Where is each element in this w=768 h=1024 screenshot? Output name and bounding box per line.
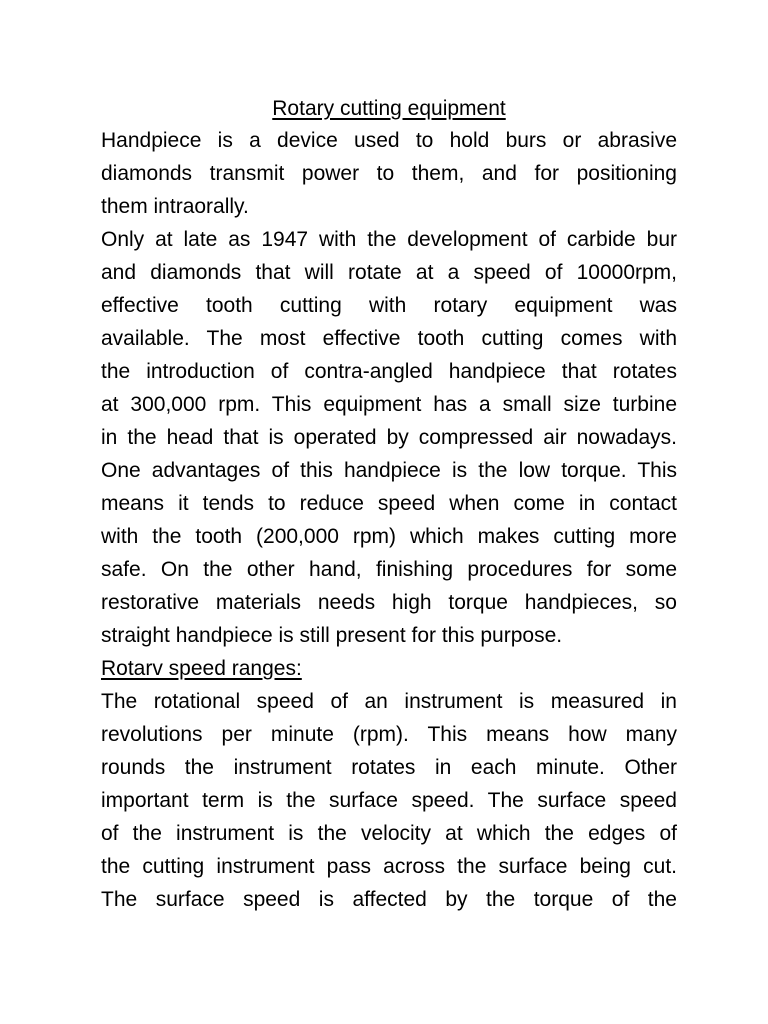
- text-line: revolutions per minute (rpm). This means how many: [101, 723, 677, 746]
- text-line: Handpiece is a device used to hold burs or abrasive: [101, 129, 677, 152]
- text-line: restorative materials needs high torque handpieces, so: [101, 591, 677, 614]
- text-line: The rotational speed of an instrument is measured in: [101, 690, 677, 713]
- text-line: The surface speed is affected by the torque of the: [101, 888, 677, 911]
- text-line: important term is the surface speed. The surface speed: [101, 789, 677, 812]
- text-line: the introduction of contra-angled handpiece that rotates: [101, 360, 677, 383]
- text-line: the cutting instrument pass across the surface being cut.: [101, 855, 677, 878]
- text-line: with the tooth (200,000 rpm) which makes cutting more: [101, 525, 677, 548]
- text-line: Only at late as 1947 with the development of carbide bur: [101, 228, 677, 251]
- document-body: [101, 94, 677, 916]
- document-title: [101, 94, 677, 124]
- paragraph-handpiece-definition: [101, 124, 677, 223]
- title-text: Rotary cutting equipment: [272, 97, 506, 120]
- text-line: means it tends to reduce speed when come in contact: [101, 492, 677, 515]
- section-heading-text: Rotarv speed ranges:: [101, 657, 302, 680]
- text-line: safe. On the other hand, finishing procedures for some: [101, 558, 677, 581]
- text-line: them intraorally.: [101, 195, 249, 218]
- text-line: effective tooth cutting with rotary equipment was: [101, 294, 677, 317]
- text-line: One advantages of this handpiece is the low torque. This: [101, 459, 677, 482]
- text-line: available. The most effective tooth cutting comes with: [101, 327, 677, 350]
- section-heading: [101, 652, 677, 685]
- paragraph-rotary-speed: [101, 685, 677, 916]
- text-line: rounds the instrument rotates in each minute. Other: [101, 756, 677, 779]
- text-line: and diamonds that will rotate at a speed of 10000rpm,: [101, 261, 677, 284]
- paragraph-history: [101, 223, 677, 652]
- text-line: straight handpiece is still present for this purpose.: [101, 624, 563, 647]
- text-line: at 300,000 rpm. This equipment has a small size turbine: [101, 393, 677, 416]
- text-line: of the instrument is the velocity at which the edges of: [101, 822, 677, 845]
- text-line: diamonds transmit power to them, and for positioning: [101, 162, 677, 185]
- text-line: in the head that is operated by compressed air nowadays.: [101, 426, 677, 449]
